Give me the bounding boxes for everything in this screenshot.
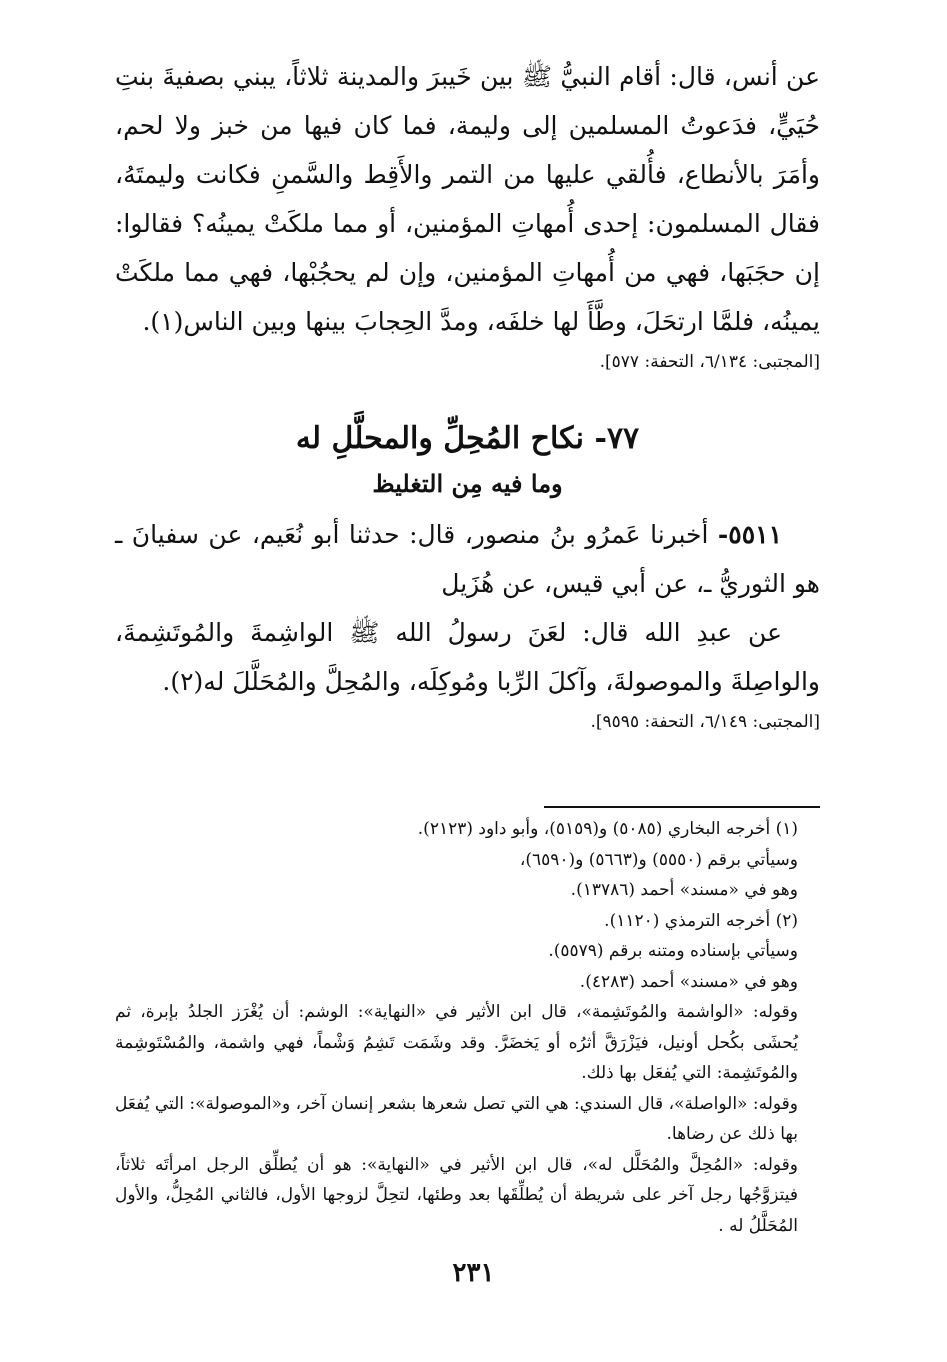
book-page	[115, 52, 820, 1236]
footnote-line: وسيأتي برقم (٥٥٥٠) و(٥٦٦٣) و(٦٥٩٠)،	[519, 849, 798, 870]
footnote-line: وهو في «مسند» أحمد (١٣٧٨٦).	[570, 880, 798, 900]
chapter-subtitle: وما فيه مِن التغليظ	[372, 469, 563, 498]
footnote-line: وهو في «مسند» أحمد (٤٢٨٣).	[579, 971, 798, 992]
hadith-isnad	[115, 510, 820, 608]
footnote-line: وسيأتي بإسناده ومتنه برقم (٥٥٧٩).	[548, 941, 798, 961]
chapter-heading	[115, 414, 820, 504]
footnote-explanation: وقوله: «المُحِلَّ والمُحَلَّل له»، قال ابن الأثير في «النهاية»: هو أن يُطلِّق الرجل امرأتَه ثلاثاً، فيتزوَّجُها رجل آخر على شريطة أن يُطلِّقَها بعد وطئها، لتحِلَّ لزوجها الأول، فالثاني المُحِلُّ، والأول المُحَلَّلُ له .	[115, 1154, 798, 1236]
footnotes	[115, 814, 820, 1241]
footnote-line: (١) أخرجه البخاري (٥٠٨٥) و(٥١٥٩)، وأبو داود (٢١٢٣).	[417, 819, 798, 839]
hadith-isnad-text: أخبرنا عَمرُو بنُ منصور، قال: حدثنا أبو نُعَيم، عن سفيانَ ـ هو الثوريُّ ـ، عن أبي قيس، عن هُزَيل	[115, 520, 820, 598]
footnote-explanation: وقوله: «الواصلة»، قال السندي: هي التي تصل شعرها بشعر إنسان آخر، و«الموصولة»: التي يُفعَل بها ذلك عن رضاها.	[115, 1093, 798, 1144]
reference-citation: [المجتبى: ٦/١٤٩، التحفة: ٩٥٩٥].	[590, 712, 820, 732]
footnote-separator	[544, 806, 820, 808]
hadith-number: ٥٥١١-	[717, 520, 782, 549]
page-number: ٢٣١	[452, 1258, 495, 1288]
chapter-title: ٧٧- نكاح المُحِلِّ والمحلَّلِ له	[295, 421, 640, 456]
footnote-line: (٢) أخرجه الترمذي (١١٢٠).	[604, 910, 798, 931]
footnote-explanation: وقوله: «الواشمة والمُوتَشِمة»، قال ابن الأثير في «النهاية»: الوشم: أن يُغْرَز الجلدُ بإبرة، ثم يُحشَى بكُحل أونيل، فيَزْرَقَّ أثرُه أو يَخضَرَّ. وقد وشَمَت تَشِمُ وَشْماً، فهي واشمة، والمُسْتَوشِمة والمُوتَشِمة: التي يُفعَل بها ذلك.	[115, 1002, 798, 1083]
hadith-text-anas: عن أنس، قال: أقام النبيُّ ﷺ بين خَيبرَ والمدينة ثلاثاً، يبني بصفيةَ بنتِ حُيَيٍّ، فدَعوتُ المسلمين إلى وليمة، فما كان فيها من خبز ولا لحم، وأمَرَ بالأنطاع، فأُلقي عليها من التمر والأَقِط والسَّمنِ فكانت وليمتَهُ، فقال المسلمون: إحدى أُمهاتِ المؤمنين، أو مما ملكَتْ يمينُه؟ فقالوا: إن حجَبَها، فهي من أُمهاتِ المؤمنين، وإن لم يحجُبْها، فهي مما ملكَتْ يمينُه، فلمَّا ارتحَلَ، وطَّأَ لها خلفَه، ومدَّ الحِجابَ بينها وبين الناس(١).	[115, 62, 820, 336]
reference-citation: [المجتبى: ٦/١٣٤، التحفة: ٥٧٧].	[599, 352, 820, 372]
hadith-text-abdullah: عن عبدِ الله قال: لعَنَ رسولُ الله ﷺ الواشِمةَ والمُوتَشِمةَ، والواصِلةَ والموصولةَ، وآكلَ الرِّبا ومُوكِلَه، والمُحِلَّ والمُحَلَّلَ له(٢).	[115, 618, 820, 696]
